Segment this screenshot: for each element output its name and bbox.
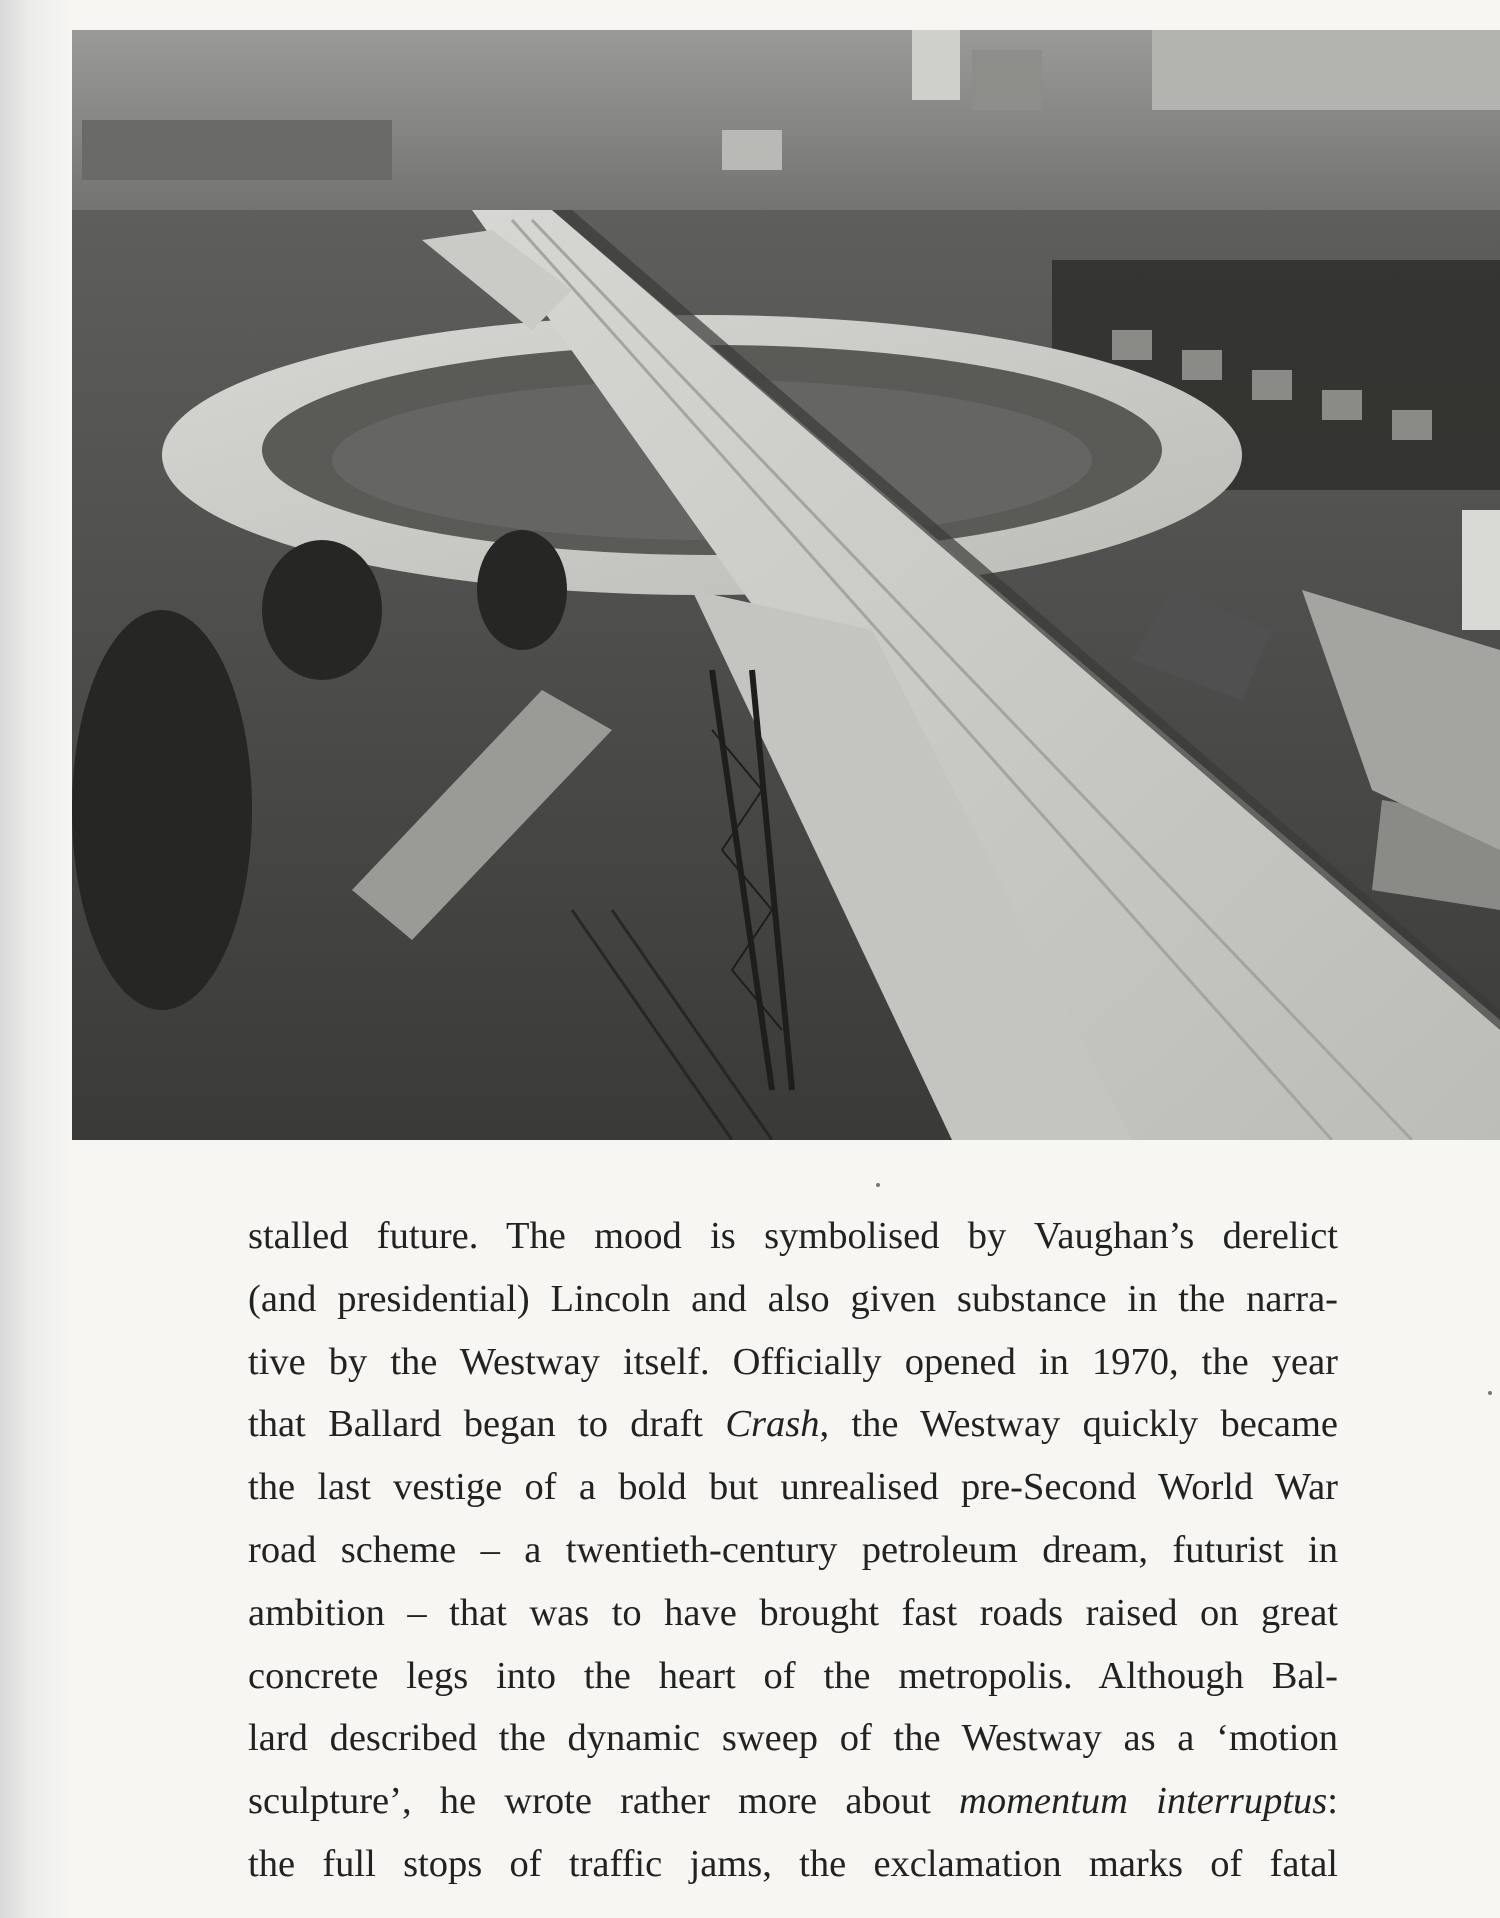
print-speck bbox=[876, 1183, 880, 1187]
text-run: : bbox=[1327, 1780, 1338, 1823]
text-run: the full stops of traffic jams, the exclamation marks of fatal bbox=[248, 1842, 1338, 1885]
text-line bbox=[248, 1582, 1338, 1645]
text-run: sculpture’, he wrote rather more about bbox=[248, 1780, 960, 1823]
text-run: (and presidential) Lincoln and also given substance in the narra- bbox=[248, 1277, 1338, 1320]
text-run: concrete legs into the heart of the metropolis. Although Bal- bbox=[248, 1654, 1338, 1697]
text-line bbox=[248, 1205, 1338, 1268]
text-run: tive by the Westway itself. Officially opened in 1970, the year bbox=[248, 1340, 1338, 1383]
text-line bbox=[248, 1833, 1338, 1896]
text-line bbox=[248, 1519, 1338, 1582]
text-run: that Ballard began to draft bbox=[248, 1403, 726, 1446]
text-run: road scheme – a twentieth-century petroleum dream, futurist in bbox=[248, 1528, 1338, 1571]
body-text bbox=[248, 1205, 1338, 1896]
text-line bbox=[248, 1770, 1338, 1833]
italic-text: Crash bbox=[725, 1403, 820, 1446]
photo-illustration bbox=[72, 30, 1500, 1140]
text-run: , the Westway quickly became bbox=[819, 1403, 1338, 1446]
text-line bbox=[248, 1393, 1338, 1456]
text-run: the last vestige of a bold but unrealised pre-Second World War bbox=[248, 1466, 1338, 1509]
text-line bbox=[248, 1707, 1338, 1770]
text-line bbox=[248, 1645, 1338, 1708]
westway-construction-photo bbox=[72, 30, 1500, 1140]
text-run: lard described the dynamic sweep of the Westway as a ‘motion bbox=[248, 1717, 1338, 1760]
print-speck bbox=[1488, 1391, 1492, 1395]
italic-text: momentum interruptus bbox=[959, 1780, 1328, 1823]
text-run: stalled future. The mood is symbolised by Vaughan’s derelict bbox=[248, 1215, 1338, 1257]
text-line bbox=[248, 1268, 1338, 1331]
text-line bbox=[248, 1456, 1338, 1519]
page-gutter-shadow bbox=[0, 0, 70, 1918]
text-run: ambition – that was to have brought fast roads raised on great bbox=[248, 1591, 1338, 1634]
text-line bbox=[248, 1331, 1338, 1394]
